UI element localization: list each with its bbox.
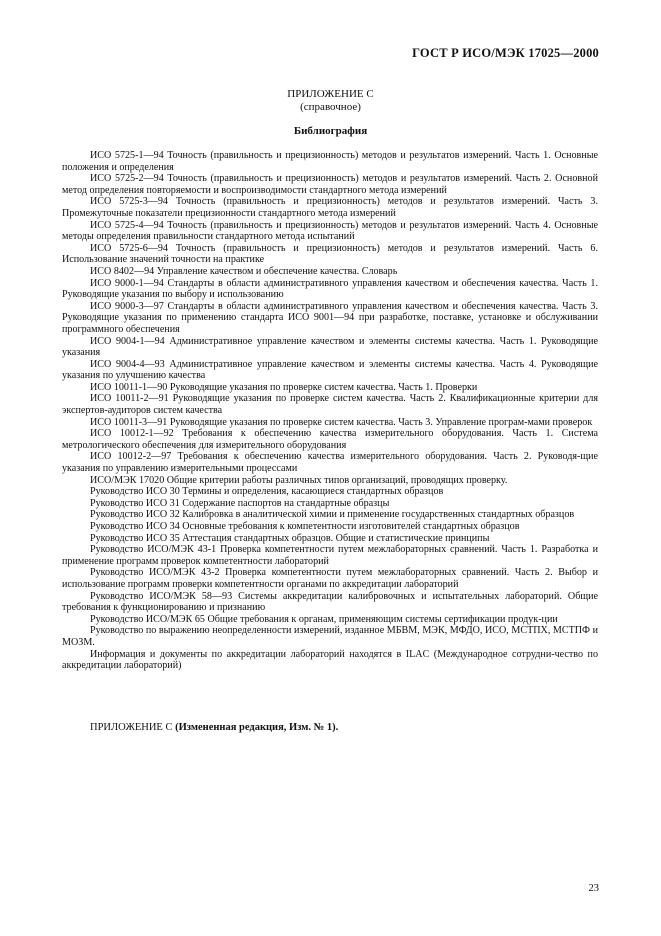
bibliography-item: Руководство ИСО 32 Калибровка в аналитической химии и применение государственных стандартных образцов [90,509,575,521]
bibliography-item: ИСО 10011-3—91 Руководящие указания по проверке систем качества. Часть 3. Управление програм-мами проверок [90,416,593,428]
bibliography-item: ИСО 9004-4—93 Административное управление качеством и элементы системы качества. Часть 4. Руководящие указания по улучшению качества [62,358,598,382]
bibliography-heading: Библиография [293,125,368,137]
document-code: ГОСТ Р ИСО/МЭК 17025—2000 [412,46,599,60]
change-note-prefix: ПРИЛОЖЕНИЕ С [90,722,176,733]
appendix-header [0,88,661,114]
appendix-title: ПРИЛОЖЕНИЕ С [287,88,374,100]
bibliography-item: ИСО 9004-1—94 Административное управление качеством и элементы системы качества. Часть 1. Руководящие указания [62,335,598,359]
bibliography-list [62,150,598,672]
change-note-bold: (Измененная редакция, Изм. № 1). [175,722,339,733]
bibliography-item: Руководство ИСО 30 Термины и определения, касающиеся стандартных образцов [90,486,444,498]
change-note [90,722,338,733]
bibliography-item: Руководство ИСО 34 Основные требования к компетентности изготовителей стандартных образцов [90,521,520,532]
bibliography-item: ИСО 10012-2—97 Требования к обеспечению качества измерительного оборудования. Часть 2. Руководя-щие указания по управлению измерительными процессами [62,451,598,475]
bibliography-item: Руководство ИСО 31 Содержание паспортов на стандартные образцы [90,497,390,509]
bibliography-item: ИСО 9000-3—97 Стандарты в области административного управления качеством и обеспечения качества. Часть 3. Руководящие указания по применению стандарта ИСО 9001—94 при разработке, поставке, установке и обслуживании программного обеспечения [62,300,598,335]
bibliography-item: ИСО 8402—94 Управление качеством и обеспечение качества. Словарь [90,265,398,277]
appendix-subtitle: (справочное) [300,101,361,113]
bibliography-item: ИСО 5725-1—94 Точность (правильность и прецизионность) методов и результатов измерений. Часть 1. Основные положения и определения [62,150,598,173]
bibliography-item: Руководство ИСО/МЭК 58—93 Системы аккредитации калибровочных и испытательных лабораторий. Общие требования к функционированию и признанию [62,590,598,614]
bibliography-item: Руководство по выражению неопределенности измерений, изданное МБВМ, МЭК, МФДО, ИСО, МСТПХ, МСТПФ и МОЗМ. [62,625,598,648]
bibliography-item: ИСО 5725-4—94 Точность (правильность и прецизионность) методов и результатов измерений. Часть 4. Основные методы определения правильности стандартного метода испытаний [62,219,598,243]
bibliography-item: ИСО 5725-2—94 Точность (правильность и прецизионность) методов и результатов измерений. Часть 2. Основной метод определения повторяемости и воспроизводимости стандартного метода измерений [62,173,598,196]
page-number: 23 [588,883,599,894]
bibliography-item: Руководство ИСО/МЭК 43-2 Проверка компетентности путем межлабораторных сравнений. Часть 2. Выбор и использование программ проверки компетентности органами по аккредитации лабораторий [62,567,598,590]
bibliography-item: ИСО 10011-1—90 Руководящие указания по проверке систем качества. Часть 1. Проверки [90,381,478,393]
bibliography-item: ИСО/МЭК 17020 Общие критерии работы различных типов организаций, проводящих проверку. [90,474,508,486]
bibliography-item: Руководство ИСО 35 Аттестация стандартных образцов. Общие и статистические принципы [90,532,490,544]
bibliography-item: Руководство ИСО/МЭК 43-1 Проверка компетентности путем межлабораторных сравнений. Часть 1. Разработка и применение программ проверок компетентности лабораторий [62,544,598,567]
bibliography-item: ИСО 5725-6—94 Точность (правильность и прецизионность) методов и результатов измерений. Часть 6. Использование значений точности на практике [62,242,598,266]
bibliography-item: Руководство ИСО/МЭК 65 Общие требования к органам, применяющим системы сертификации продук-ции [90,613,558,625]
bibliography-item: ИСО 5725-3—94 Точность (правильность и прецизионность) методов и результатов измерений. Часть 3. Промежуточные показатели прецизионности стандартного метода измерений [62,196,598,219]
bibliography-item: ИСО 10012-1—92 Требования к обеспечению качества измерительного оборудования. Часть 1. Система метрологического обеспечения для измерительного оборудования [62,428,598,451]
bibliography-item: ИСО 10011-2—91 Руководящие указания по проверке систем качества. Часть 2. Квалификационные критерии для экспертов-аудиторов систем качества [62,393,598,417]
bibliography-item: Информация и документы по аккредитации лабораторий находятся в ILAC (Международное сотрудни-чество по аккредитации лабораторий) [62,648,598,672]
bibliography-item: ИСО 9000-1—94 Стандарты в области административного управления качеством и обеспечения качества. Часть 1. Руководящие указания по выбору и использованию [62,277,598,301]
